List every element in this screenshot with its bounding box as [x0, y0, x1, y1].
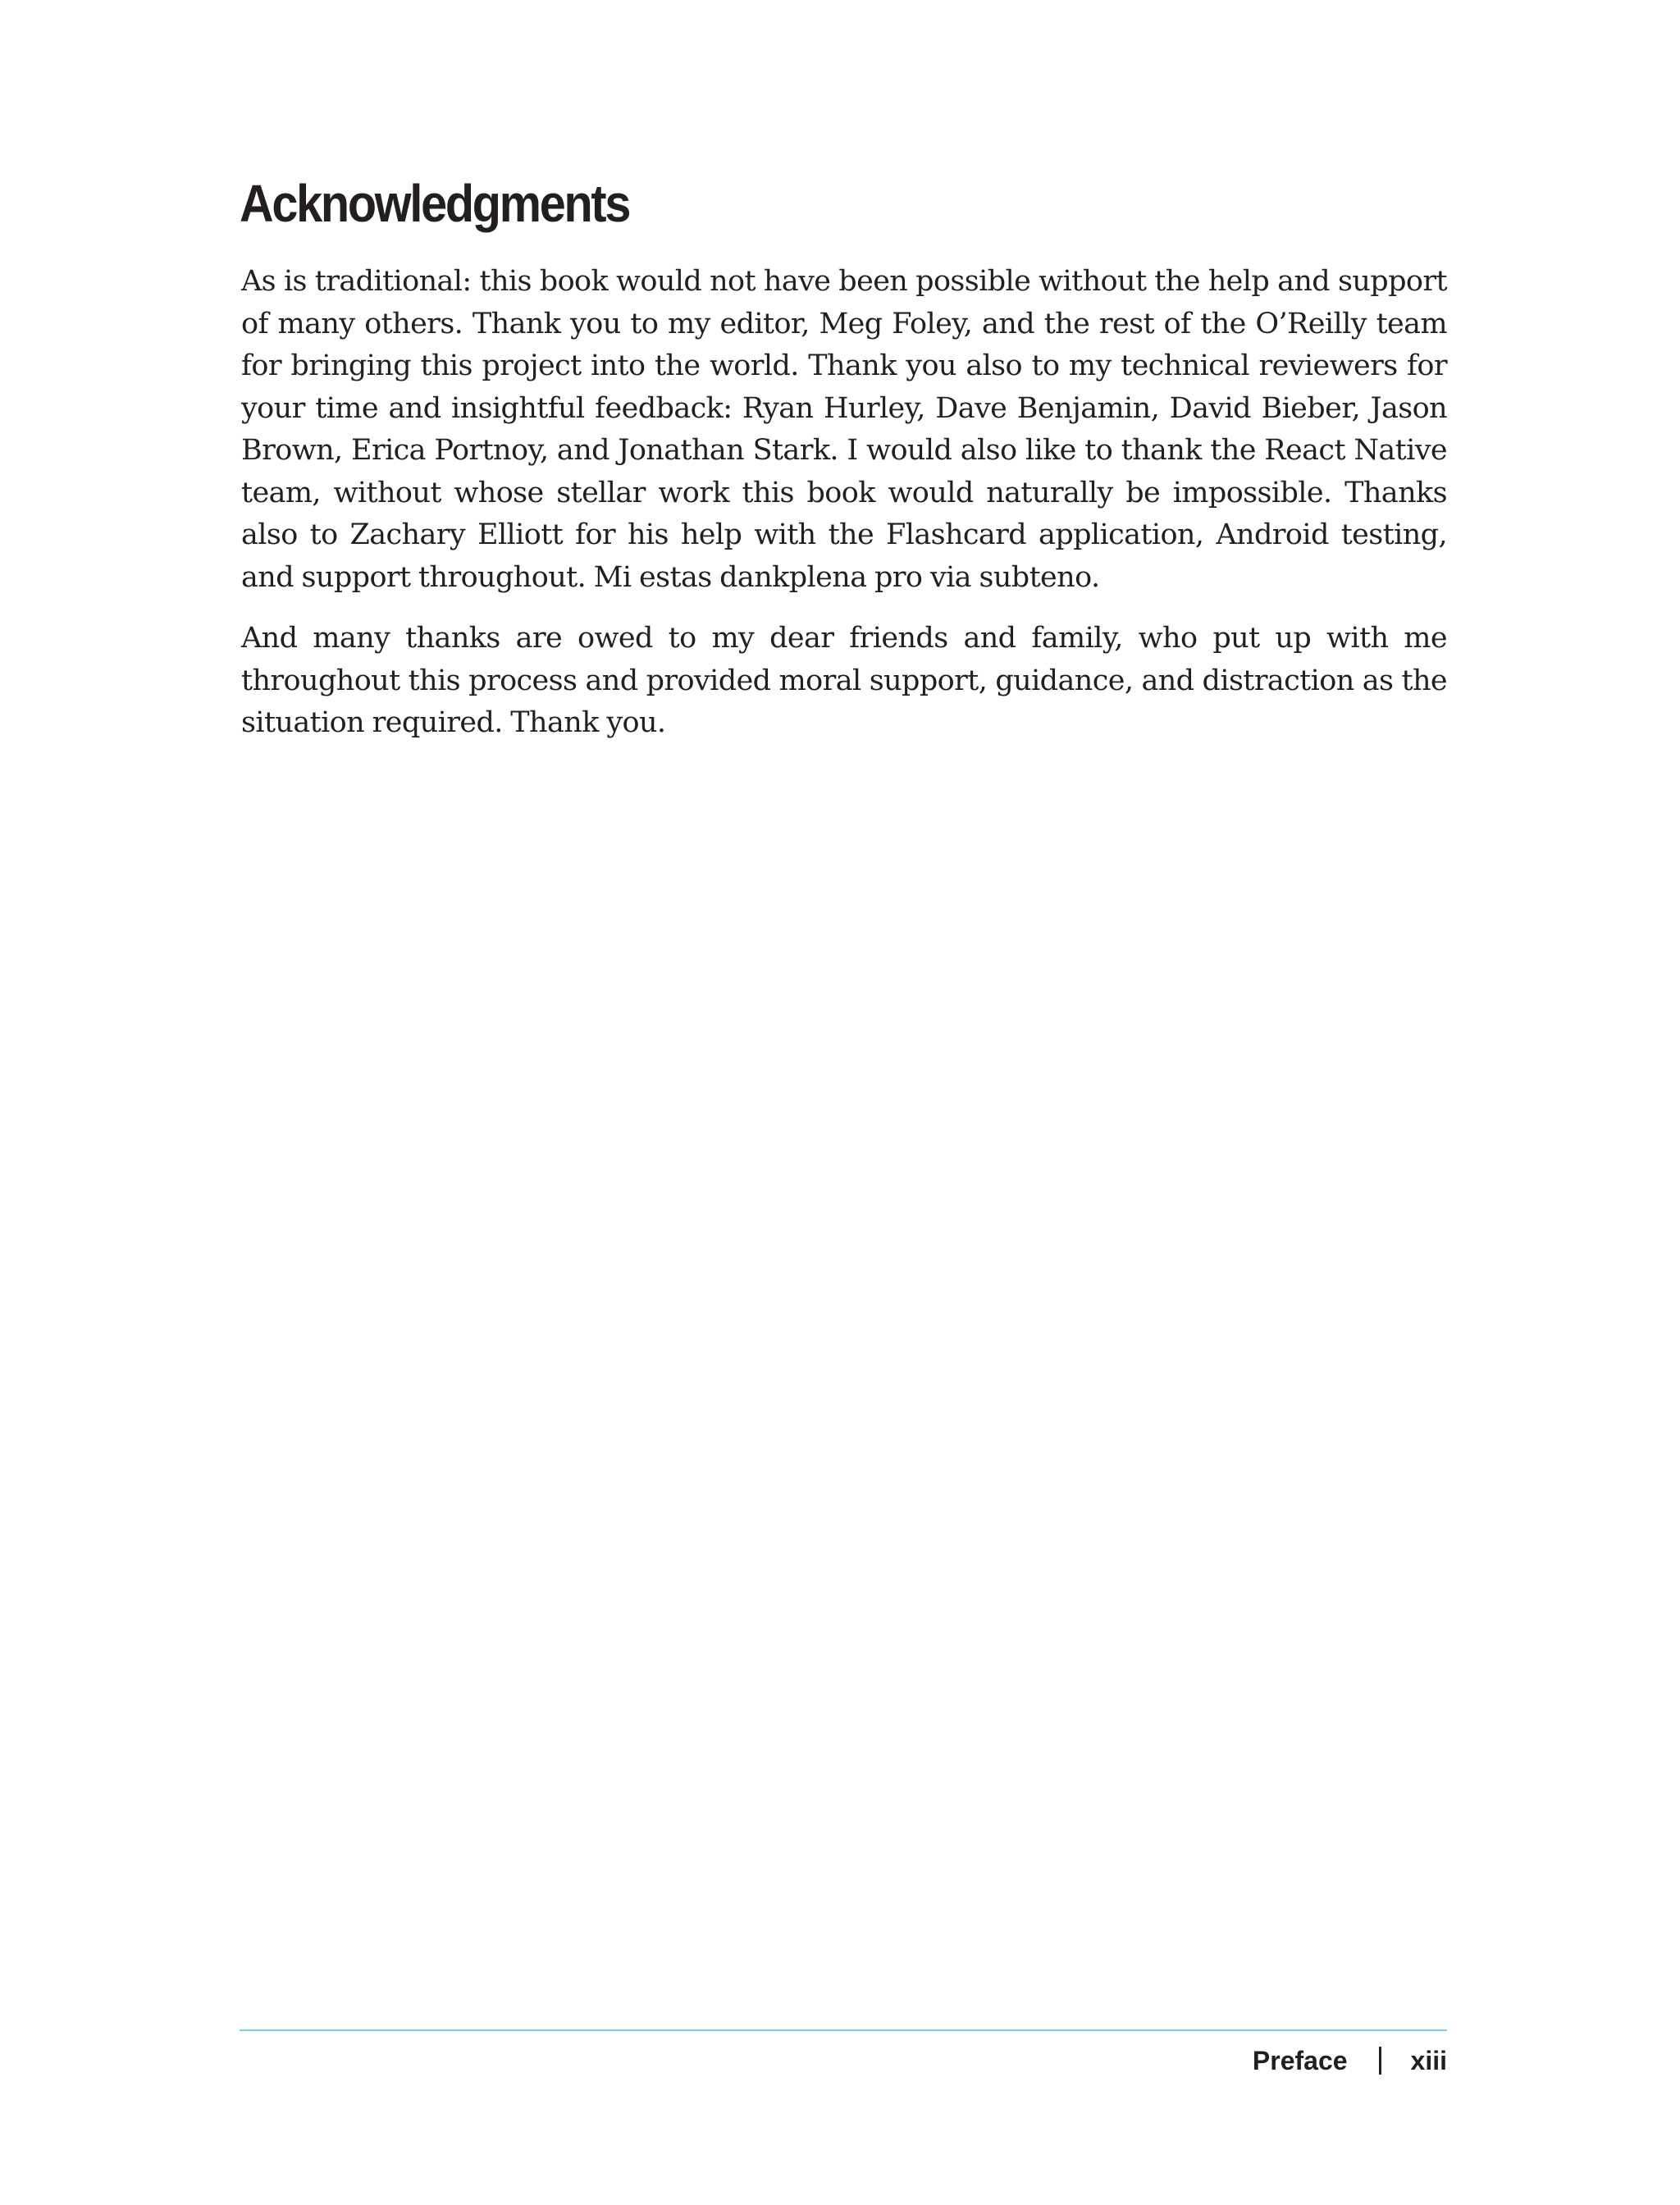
paragraph: And many thanks are owed to my dear friends and family, who put up with me throughout this process and provided moral support, guidance, and distraction as the situation required. Thank you.	[241, 622, 1447, 739]
footer-separator	[1379, 2047, 1381, 2075]
section-heading: Acknowledgments	[240, 174, 630, 233]
paragraph: As is traditional: this book would not have been possible without the help and support of many others. Thank you to my editor, Meg Foley, and the rest of the O’Reilly team for bringing this project into the world. Thank you also to my technical reviewers for your time and insightful feedback: Ryan Hurley, Dave Benjamin, David Bieber, Jason Brown, Erica Portnoy, and Jonathan Stark. I would also like to thank the React Native team, without whose stellar work this book would naturally be impossible. Thanks also to Zachary Elliott for his help with the Flashcard application, Android testing, and support throughout. Mi estas dankplena pro via subteno.	[241, 265, 1447, 594]
footer-divider	[240, 2029, 1447, 2031]
running-footer	[1253, 2041, 1447, 2080]
page-number: xiii	[1410, 2045, 1447, 2075]
body-text	[241, 261, 1447, 764]
footer-section-title: Preface	[1252, 2045, 1348, 2075]
